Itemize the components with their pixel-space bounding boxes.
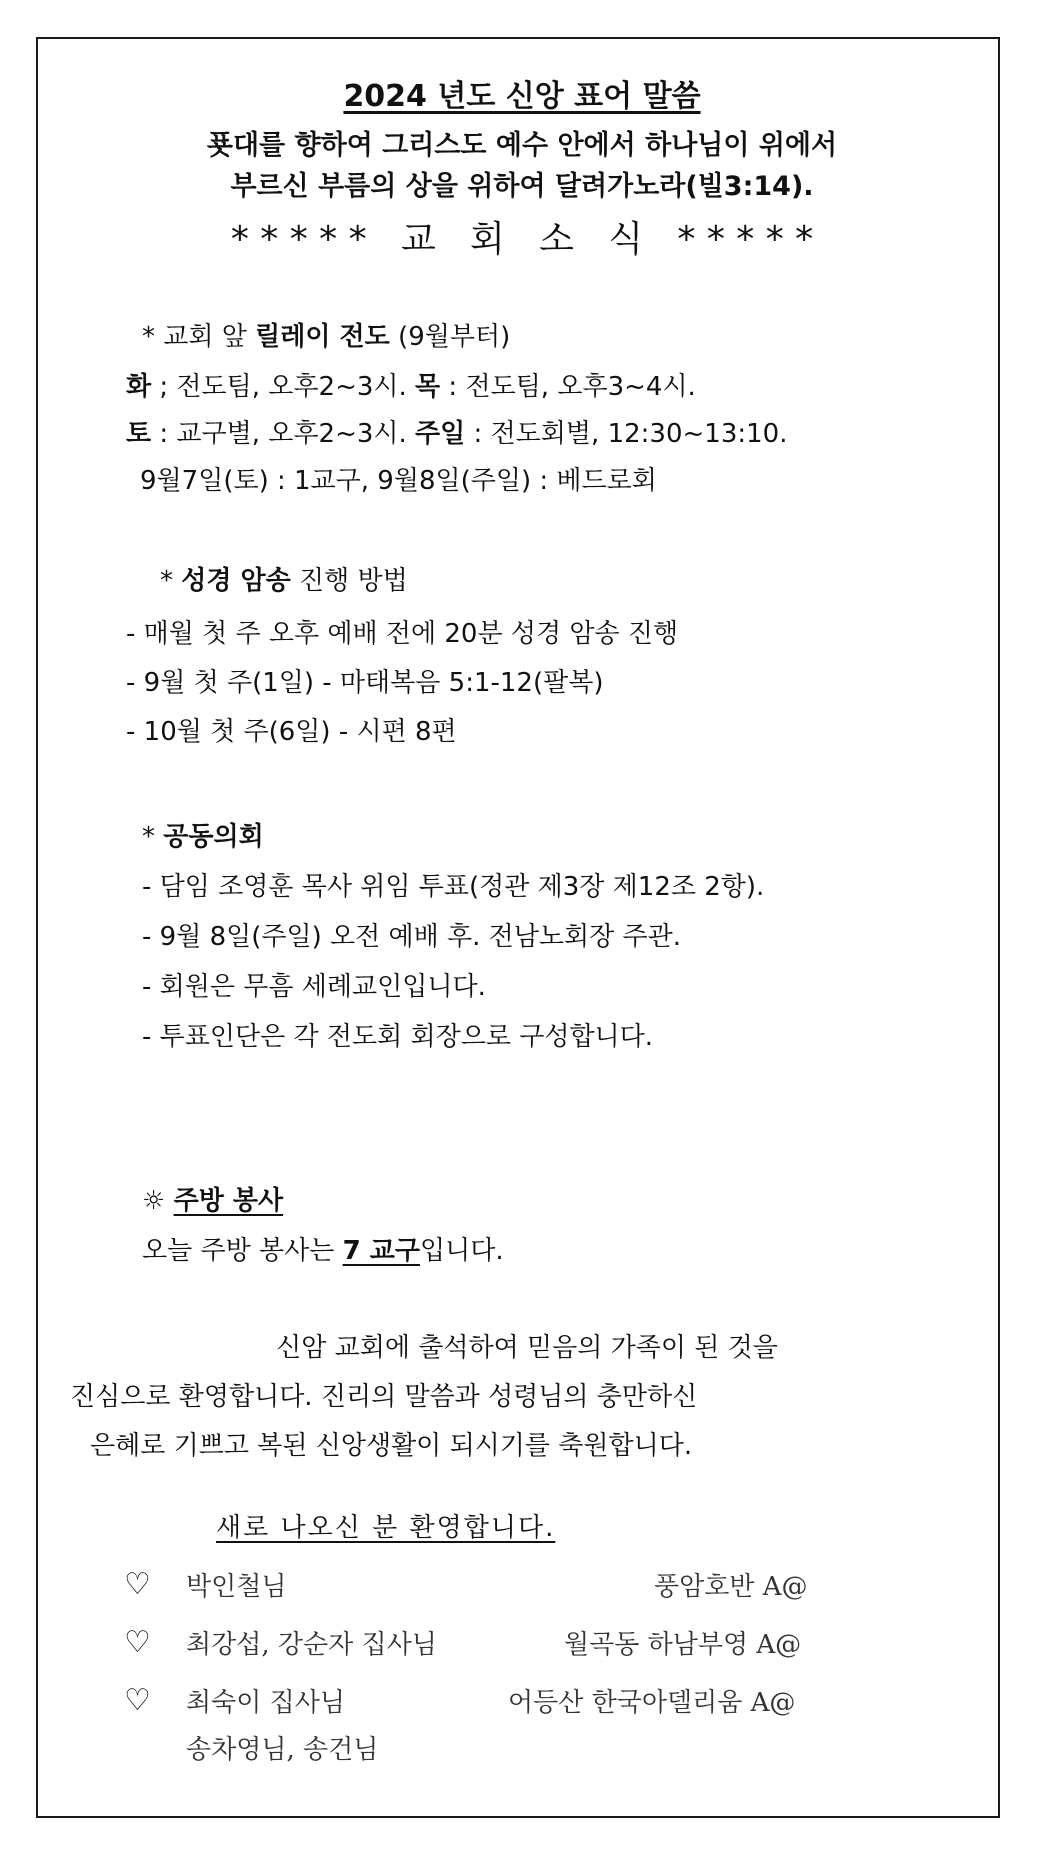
kitchen-text [142, 1238, 504, 1264]
council-item: - 투표인단은 각 전도회 회장으로 구성합니다. [142, 1022, 654, 1052]
newcomer-name: 박인철님 [186, 1572, 287, 1602]
kitchen-text-after: 입니다. [419, 1236, 504, 1266]
motto-verse-line1: 푯대를 향하여 그리스도 예수 안에서 하나님이 위에서 [206, 130, 838, 161]
relay-star: * 교회 앞 [142, 322, 256, 352]
welcome-line3: 은혜로 기쁘고 복된 신앙생활이 되시기를 축원합니다. [90, 1431, 693, 1461]
welcome-line2: 진심으로 환영합니다. 진리의 말씀과 성령님의 충만하신 [70, 1382, 698, 1412]
bible-item: - 10월 첫 주(6일) - 시편 8편 [126, 717, 457, 747]
kitchen-heading-text: 주방 봉사 [173, 1186, 284, 1216]
newcomer-address: 월곡동 하남부영 A@ [564, 1630, 802, 1660]
relay-tue-day: 화 [126, 372, 152, 402]
motto-verse-line2: 부르신 부름의 상을 위하여 달려가노라(빌3:14). [230, 171, 814, 202]
relay-sat-sun [126, 421, 787, 447]
relay-sat-text: : 교구별, 오후2~3시. [151, 419, 416, 449]
council-item: - 9월 8일(주일) 오전 예배 후. 전남노회장 주관. [142, 922, 681, 952]
heart-outline-icon: ♡ [124, 1683, 151, 1718]
newcomer-name: 최강섭, 강순자 집사님 [186, 1630, 437, 1660]
council-star: * [142, 822, 164, 852]
relay-thu-text: : 전도팀, 오후3~4시. [440, 372, 696, 402]
council-heading-text: 공동의회 [163, 822, 264, 852]
bible-item: - 9월 첫 주(1일) - 마태복음 5:1-12(팔복) [126, 668, 604, 698]
heart-outline-icon: ♡ [124, 1567, 151, 1602]
relay-heading [142, 324, 510, 350]
council-item: - 회원은 무흠 세례교인입니다. [142, 972, 486, 1002]
council-item: - 담임 조영훈 목사 위임 투표(정관 제3장 제12조 2항). [142, 872, 765, 902]
relay-tue-thu [126, 374, 696, 400]
welcome-line1: 신암 교회에 출석하여 믿음의 가족이 된 것을 [276, 1333, 778, 1363]
kitchen-heading [142, 1188, 283, 1214]
church-news-title: * * * * * 교 회 소 식 * * * * * [230, 219, 814, 260]
kitchen-text-before: 오늘 주방 봉사는 [142, 1236, 343, 1266]
council-heading [142, 824, 264, 850]
newcomer-address: 풍암호반 A@ [654, 1572, 808, 1602]
bible-heading [160, 568, 408, 594]
heart-outline-icon: ♡ [124, 1625, 151, 1660]
relay-sat-day: 토 [126, 419, 152, 449]
bible-heading-text: 성경 암송 [181, 566, 291, 596]
relay-suffix: (9월부터) [389, 322, 511, 352]
newcomer-address: 어등산 한국아델리움 A@ [508, 1688, 796, 1718]
newcomer-family: 송차영님, 송건님 [186, 1735, 379, 1765]
sun-icon: ☼ [142, 1186, 166, 1216]
bible-suffix: 진행 방법 [290, 566, 408, 596]
relay-heading-text: 릴레이 전도 [255, 322, 390, 352]
relay-tue-text: ; 전도팀, 오후2~3시. [151, 372, 416, 402]
relay-thu-day: 목 [415, 372, 441, 402]
kitchen-group: 7 교구 [342, 1236, 420, 1266]
relay-sun-text: : 전도회별, 12:30~13:10. [465, 419, 788, 449]
relay-sun-day: 주일 [415, 419, 466, 449]
newcomer-title: 새로 나오신 분 환영합니다. [216, 1513, 556, 1543]
motto-title: 2024 년도 신앙 표어 말씀 [343, 79, 701, 114]
bible-item: - 매월 첫 주 오후 예배 전에 20분 성경 암송 진행 [126, 619, 679, 649]
bible-star: * [160, 566, 182, 596]
relay-schedule: 9월7일(토) : 1교구, 9월8일(주일) : 베드로회 [140, 466, 657, 496]
newcomer-name: 최숙이 집사님 [186, 1688, 345, 1718]
